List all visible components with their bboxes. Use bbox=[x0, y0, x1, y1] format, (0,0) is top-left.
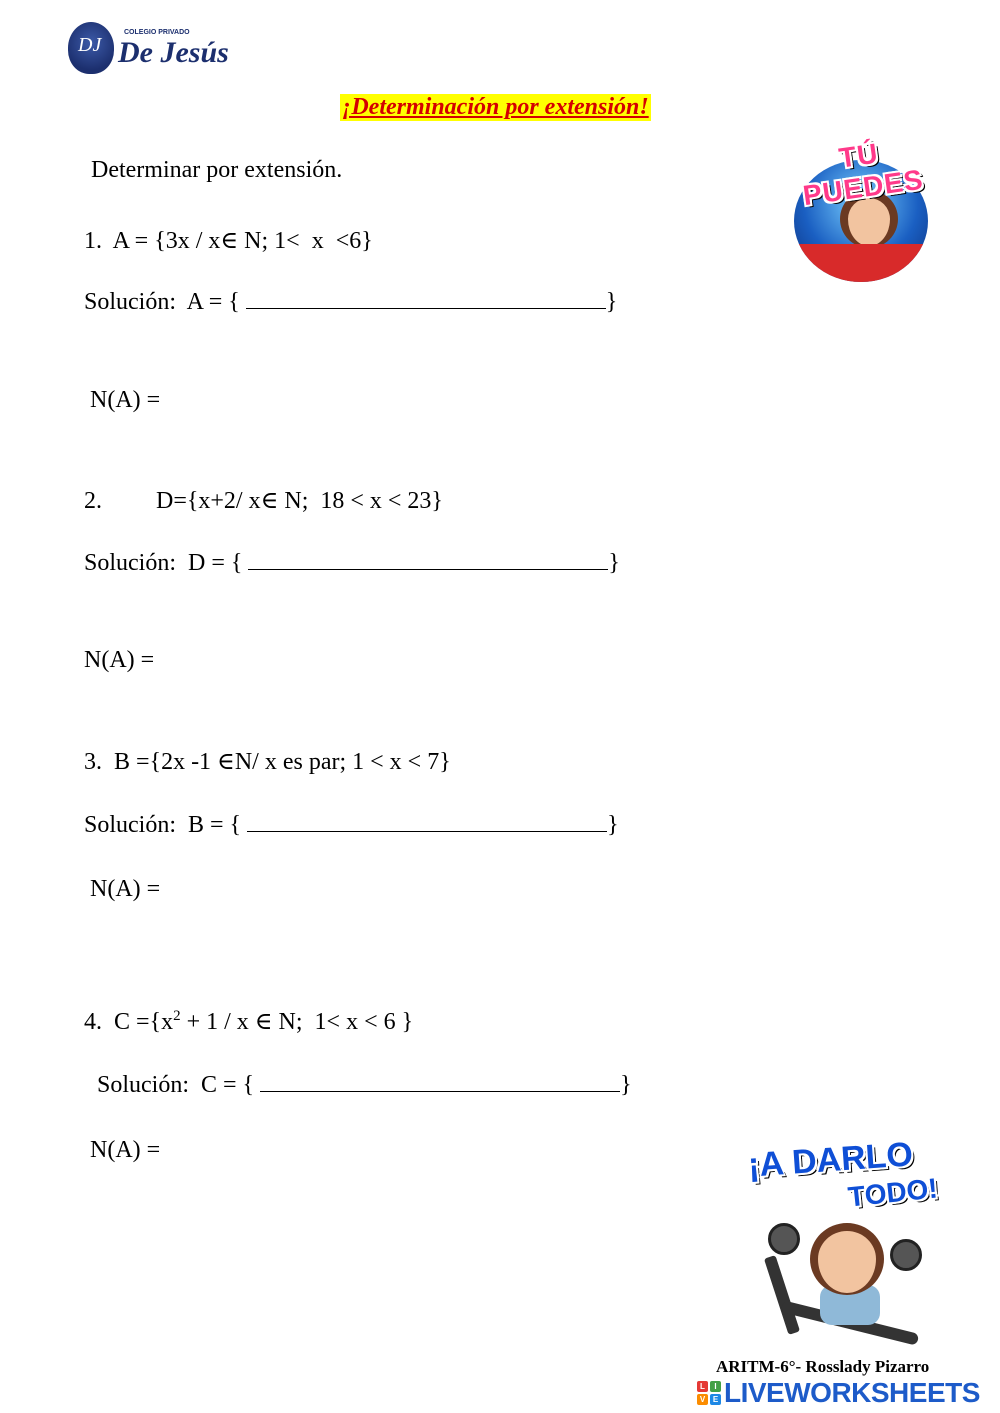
dumbbell-icon bbox=[890, 1239, 922, 1271]
exercise-3-cardinal: N(A) = bbox=[90, 876, 161, 902]
exercise-2-solution bbox=[84, 550, 620, 577]
closing-brace: } bbox=[607, 812, 619, 838]
avatar-face-icon bbox=[810, 1223, 884, 1295]
liveworksheets-blocks-icon bbox=[697, 1381, 721, 1405]
exercise-1-cardinal: N(A) = bbox=[90, 387, 161, 413]
sticker-text-line2: TODO! bbox=[846, 1172, 940, 1213]
exercise-4-solution bbox=[97, 1072, 632, 1099]
worksheet-title: ¡Determinación por extensión! bbox=[342, 94, 649, 120]
a-darlo-todo-sticker bbox=[740, 1135, 940, 1340]
closing-brace: } bbox=[620, 1072, 632, 1098]
closing-brace: } bbox=[605, 289, 618, 315]
block-letter: I bbox=[710, 1381, 721, 1392]
brand-name: LIVEWORKSHEETS bbox=[724, 1377, 980, 1408]
solution-label: Solución: D = { bbox=[84, 550, 243, 576]
answer-blank[interactable] bbox=[248, 551, 608, 570]
block-letter: V bbox=[697, 1394, 708, 1405]
ring-ropes-icon bbox=[794, 244, 928, 282]
exercise-3-statement: 3. B ={2x -1 ∈N/ x es par; 1 < x < 7} bbox=[84, 749, 451, 775]
solution-label: Solución: C = { bbox=[97, 1072, 255, 1098]
school-name: De Jesús bbox=[118, 36, 229, 69]
school-logo bbox=[68, 20, 238, 76]
exercise-2-cardinal: N(A) = bbox=[84, 647, 155, 673]
liveworksheets-logo[interactable] bbox=[697, 1378, 980, 1408]
exercise-1-solution bbox=[84, 289, 617, 316]
tu-puedes-sticker bbox=[786, 137, 936, 285]
statement-part: 4. C ={x bbox=[84, 1009, 174, 1035]
exercise-4-cardinal: N(A) = bbox=[90, 1137, 161, 1163]
answer-blank[interactable] bbox=[246, 290, 606, 309]
sticker-text: TÚ PUEDES bbox=[801, 137, 926, 212]
solution-label: Solución: A = { bbox=[84, 289, 240, 315]
author-credit: ARITM-6°- Rosslady Pizarro bbox=[716, 1357, 930, 1376]
exercise-2-statement: 2. D={x+2/ x∈ N; 18 < x < 23} bbox=[84, 488, 443, 514]
closing-brace: } bbox=[608, 550, 620, 576]
answer-blank[interactable] bbox=[260, 1073, 620, 1092]
treadmill-post-icon bbox=[764, 1255, 800, 1335]
instruction-text: Determinar por extensión. bbox=[91, 157, 343, 183]
exercise-4-statement bbox=[84, 1007, 413, 1036]
school-emblem-icon: DJ bbox=[68, 22, 114, 74]
sticker-text-line1: ¡A DARLO bbox=[746, 1135, 915, 1185]
exponent: 2 bbox=[173, 1008, 181, 1024]
block-letter: L bbox=[697, 1381, 708, 1392]
exercise-1-statement: 1. A = {3x / x∈ N; 1< x <6} bbox=[84, 228, 373, 254]
dumbbell-icon bbox=[768, 1223, 800, 1255]
block-letter: E bbox=[710, 1394, 721, 1405]
answer-blank[interactable] bbox=[247, 813, 607, 832]
exercise-3-solution bbox=[84, 812, 619, 839]
solution-label: Solución: B = { bbox=[84, 812, 242, 838]
school-type-label: COLEGIO PRIVADO bbox=[124, 29, 190, 36]
statement-part: + 1 / x ∈ N; 1< x < 6 } bbox=[180, 1009, 414, 1035]
